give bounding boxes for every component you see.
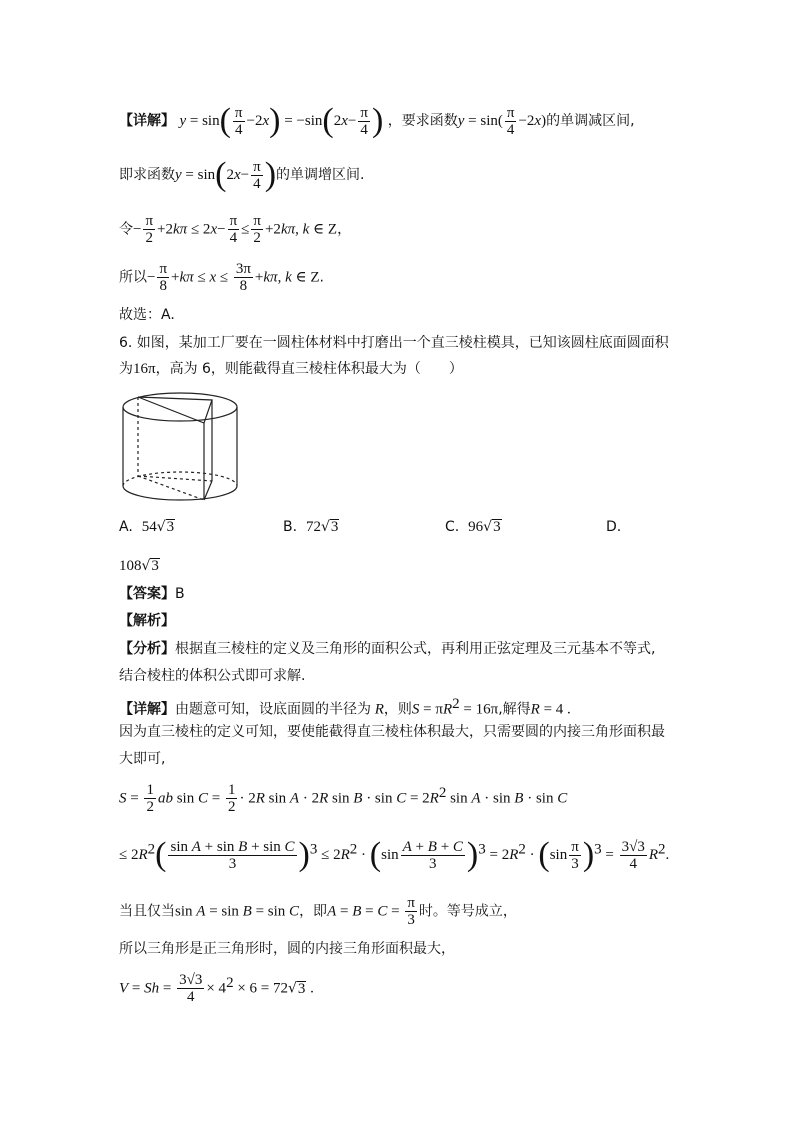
analysis-line-1: 【分析】根据直三棱柱的定义及三角形的面积公式，再利用正弦定理及三元基本不等式,	[119, 641, 656, 657]
option-b[interactable]: B. 72√3	[283, 519, 339, 535]
equality-condition: 当且仅当sin A = sin B = sin C，即A = B = C = $\frac{\pi}{3}$ 时。等号成立，	[119, 895, 517, 928]
detail-line-3: 令− $\frac{\pi}{2}$ +2kπ ≤ 2x− $\frac{\pi}{4}$ ≤ $\frac{\pi}{2}$ +2kπ, k ∈ Z，	[119, 213, 352, 246]
option-c[interactable]: C. 96√3	[445, 519, 501, 535]
detail-line-1: 【详解】 y = sin( $\frac{\pi}{4}$ −2x) = −sin(2x− $\frac{\pi}{4}$ ) ，要求函数y = sin( $\frac{\pi}{4}$ −2x)的单调减区间,	[119, 102, 635, 139]
question-6-line-2: 为16π，高为 6，则能截得直三棱柱体积最大为（ ）	[119, 361, 463, 377]
detail2-line-3: 大即可,	[119, 751, 166, 767]
choose-line: 故选：A.	[119, 307, 175, 323]
analysis-heading: 【解析】	[119, 613, 175, 629]
option-d[interactable]: D.	[606, 519, 622, 535]
detail-line-2: 即求函数y = sin(2x− $\frac{\pi}{4}$ )的单调增区间.	[119, 156, 365, 193]
detail2-line-2: 因为直三棱柱的定义可知，要使能截得直三棱柱体积最大，只需要圆的内接三角形面积最	[119, 724, 665, 740]
analysis-line-2: 结合棱柱的体积公式即可求解.	[119, 668, 306, 684]
detail-tag: 【详解】	[119, 113, 175, 129]
volume-formula: V = Sh = $\frac{3√3}{4}$ × $4^2 \times 6 = 72√3$ .	[119, 972, 314, 1005]
answer-line: 【答案】B	[119, 586, 185, 602]
detail2-line-1: 【详解】由题意可知，设底面圆的半径为 R，则$S = \pi R^2 = 16\pi$,解得R = 4 .	[119, 696, 571, 718]
inequality-chain: ≤ $2R^2$( $\frac{\text{sin A + sin B + sin C}}{3}$ )$^3 \le 2R^2 \cdot (\sin$ $\frac{A + B + C}{3}$ )$^3 = 2R^2 \cdot (\sin$ $\frac{\pi}{3}$ )$^3$ = $\frac{3√3}{4}$ $R^2$.	[119, 836, 670, 873]
cylinder-prism-figure	[120, 390, 242, 510]
option-d-value: 108√3	[119, 558, 159, 574]
question-6-line-1: 6. 如图，某加工厂要在一圆柱体材料中打磨出一个直三棱柱模具，已知该圆柱底面圆面积	[119, 335, 669, 351]
area-formula: S = $\frac{1}{2}$ ab sin C = $\frac{1}{2}$ · 2R sin A · 2R $\sin B \cdot \sin C = 2R^2$ sin A · sin B · sin C	[119, 782, 568, 815]
detail-line-4: 所以− $\frac{\pi}{8}$ +kπ ≤ x ≤ $\frac{3\pi}{8}$ +kπ, k ∈ Z.	[119, 261, 324, 294]
option-a[interactable]: A. 54√3	[119, 519, 175, 535]
conclusion-line: 所以三角形是正三角形时，圆的内接三角形面积最大，	[119, 941, 455, 957]
